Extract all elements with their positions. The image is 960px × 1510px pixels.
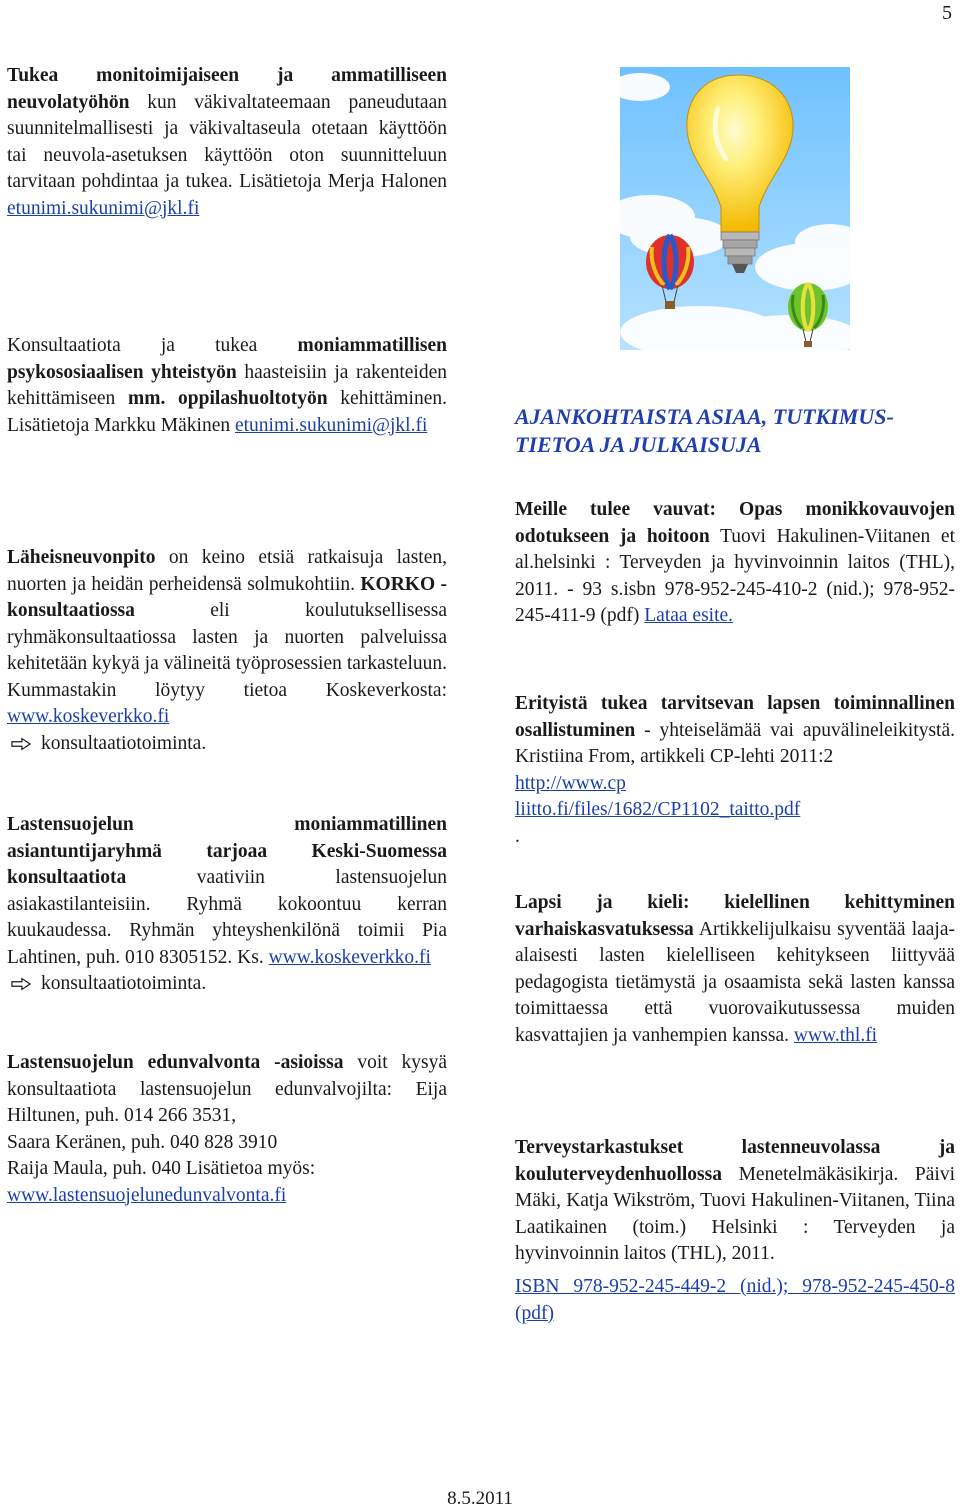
koskeverkko-link[interactable]: www.koskeverkko.fi [268,946,431,968]
block-title: Lastensuojelun edunvalvonta -asioissa [7,1052,344,1073]
pub-text: - yhteiselämää vai apuvälineleikitystä. Kristiina From, artikkeli CP-lehti 2011:2 [515,719,955,767]
pub-text: Menetelmäkäsikirja. Päivi Mäki, Katja Wikström, Tuovi Hakulinen-Viitanen, Tiina Laatikainen (toim.) Helsinki : Terveyden ja hyvinvoinnin laitos (THL), 2011. [515,1163,955,1264]
arrow-line [7,971,447,998]
block-title: Tukea monitoimijaiseen ja ammatilliseen neuvolatyöhön [7,65,447,113]
block-title: moniammatillisen psykososiaalisen yhteistyön [7,335,447,383]
lightbulb-balloons-illustration [620,67,850,350]
block-text: eli koulutuksellisessa ryhmäkonsultaatiossa lasten ja nuorten palveluissa kehitetään kykyä ja välineitä työprosessien tarkasteluun. Kummastakin löytyy tietoa Koskeverkosta: [7,600,447,701]
arrow-text: konsultaatiotoiminta. [41,732,207,754]
pub-erityista-tukea [515,691,955,850]
email-link[interactable]: etunimi.sukunimi@jkl.fi [7,197,200,219]
block-neuvolatyo [7,63,447,222]
block-emphasis: KORKO -konsultaatiossa [7,573,448,621]
block-text: haasteisiin ja rakenteiden kehittämiseen [7,361,447,409]
contact-line: Saara Keränen, puh. 040 828 3910 [7,1131,278,1153]
block-laheisneuvonpito [7,545,447,757]
arrow-right-icon [11,977,31,991]
block-text: voit kysyä konsultaatiota lastensuojelun edunvalvojilta: Eija Hiltunen, puh. 014 266 3531, [7,1052,447,1126]
block-text: kehittäminen. Lisätietoja Markku Mäkinen [7,388,447,436]
pub-terveystarkastukset [515,1135,955,1268]
cp-link[interactable] [515,771,955,824]
pub-text: Tuovi Hakulinen-Viitanen et al.helsinki : Terveyden ja hyvinvoinnin laitos (THL), 2011. - 93 s.isbn 978-952-245-410-2 (nid.); 978-952-245-411-9 (pdf) [515,525,956,626]
block-title: Läheisneuvonpito [7,547,156,568]
arrow-text: konsultaatiotoiminta. [41,973,207,994]
arrow-line [7,731,447,758]
pub-title: Lapsi ja kieli: kielellinen kehittyminen varhaiskasvatuksessa [515,892,955,940]
pub-text: . [515,825,520,847]
pub-title: Terveystarkastukset lastenneuvolassa ja kouluterveydenhuollossa [515,1137,955,1185]
pub-title: Meille tulee vauvat: Opas monikkovauvojen odotukseen ja hoitoon [515,499,955,547]
arrow-right-icon [11,737,31,751]
block-asiantuntijaryhma [7,812,447,998]
cp-link-part: liitto.fi/files/1682/CP1102_taitto.pdf [515,799,801,820]
block-text: on keino etsiä ratkaisuja lasten, nuorten ja heidän perheidensä solmukohtiin. [7,547,447,595]
page-number: 5 [942,2,952,24]
block-text: vaativiin lastensuojelun asiakastilanteisiin. Ryhmä kokoontuu kerran kuukaudessa. Ryhmän yhteyshenkilönä toimii Pia Lahtinen, puh. 010 8305152. Ks. [7,867,447,968]
thl-link[interactable]: www.thl.fi [793,1024,878,1046]
block-konsultaatio [7,333,447,439]
contact-line: Raija Maula, puh. 040 Lisätietoa myös: [7,1158,316,1179]
section-heading: AJANKOHTAISTA ASIAA, TUTKIMUS-TIETOA JA JULKAISUJA [515,404,894,457]
block-emphasis: mm. oppilashuoltotyön [128,388,328,409]
edunvalvonta-link[interactable]: www.lastensuojelunedunvalvonta.fi [7,1184,287,1206]
block-title: Lastensuojelun moniammatillinen asiantuntijaryhmä tarjoaa Keski-Suomessa konsultaatiota [7,814,447,888]
pub-title: Erityistä tukea tarvitsevan lapsen toiminnallinen osallistuminen [515,693,955,741]
block-text: kun väkivaltateemaan paneudutaan suunnitelmallisesti ja väkivaltaseula otetaan käyttöön tai neuvola-asetuksen käyttöön oton suunnitteluun tarvitaan pohdintaa ja tukea. Lisätietoja Merja Halonen [7,91,447,192]
isbn-block [515,1274,955,1327]
koskeverkko-link[interactable]: www.koskeverkko.fi [7,706,170,727]
email-link[interactable]: etunimi.sukunimi@jkl.fi [234,414,428,436]
isbn-link[interactable]: ISBN 978-952-245-449-2 (nid.); 978-952-245-450-8 (pdf) [515,1276,955,1324]
pub-text: Artikkelijulkaisu syventää laaja-alaisesti lasten kielelliseen kehitykseen liittyvää pedagogista tietämystä ja osaamista sekä lasten kanssa toimittaessa että vuorovaikutussessa muiden kasvattajien ja vanhempien kanssa. [515,918,955,1046]
pub-lapsi-ja-kieli [515,890,955,1049]
footer-date: 8.5.2011 [447,1488,513,1509]
pub-monikkovauvat [515,497,955,630]
block-edunvalvonta [7,1050,447,1209]
brochure-link[interactable]: Lataa esite. [644,605,734,626]
cp-link-part: http://www.cp [515,772,626,794]
block-text: Konsultaatiota ja tukea [7,335,298,356]
